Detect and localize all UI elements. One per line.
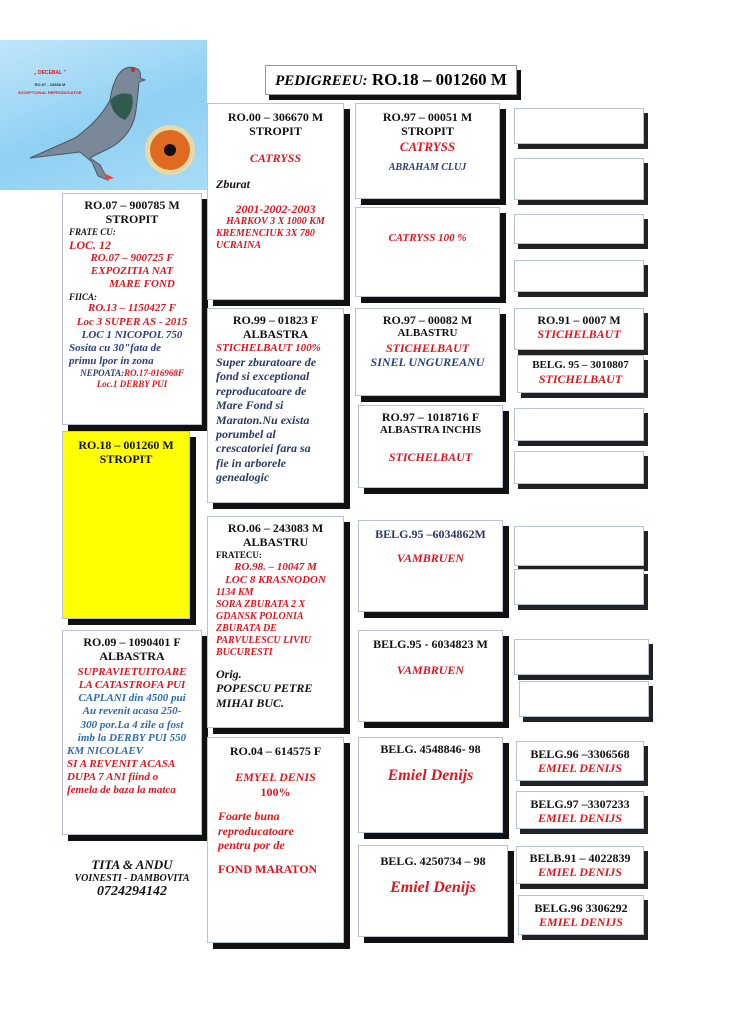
sire-frate-label: FRATE CU: xyxy=(69,226,116,237)
gen3-ring: BELG.95 –6034862M xyxy=(375,527,486,541)
gen4-card-1 xyxy=(514,158,644,200)
dd-text1: Foarte buna xyxy=(218,809,280,824)
gen3-card-5 xyxy=(358,630,503,722)
sire-sibling: RO.07 – 900725 F xyxy=(90,251,174,264)
ds-orig2: MIHAI BUC. xyxy=(216,695,285,710)
photo-caption: EXCEPTIONAL REPRODUCATOR xyxy=(18,90,82,95)
gen3-breeder: ABRAHAM CLUJ xyxy=(388,162,467,174)
gen3-card-7 xyxy=(358,845,508,937)
gen4-card-6 xyxy=(514,408,644,441)
gen3-color: STROPIT xyxy=(401,124,454,139)
sd-text3: reproducatoare de xyxy=(216,383,307,398)
subject-card xyxy=(62,431,190,619)
dam-ring: RO.09 – 1090401 F xyxy=(83,635,181,649)
gen4-ring: BELG.97 –3307233 xyxy=(530,797,630,811)
pigeon-photo xyxy=(0,40,207,190)
gen3-ring: RO.97 – 00082 M xyxy=(382,313,473,327)
dam-line10: femela de baza la matca xyxy=(67,784,176,797)
sire-sire-card xyxy=(207,103,344,300)
owner-name: TITA & ANDU xyxy=(91,857,173,872)
sire-nepoata-label: NEPOATA: xyxy=(80,368,125,379)
sire-daughter-loc: Loc 3 SUPER AS - 2015 xyxy=(76,315,188,328)
pedigree-title xyxy=(265,65,517,95)
gen4-card-7 xyxy=(514,451,644,484)
ds-frate-label: FRATECU: xyxy=(216,549,262,560)
sd-text4: Mare Fond si xyxy=(216,398,284,413)
sd-color: ALBASTRA xyxy=(242,327,309,342)
dam-line9: DUPA 7 ANI fiind o xyxy=(67,771,159,784)
owner-place: VOINESTI - DAMBOVITA xyxy=(74,873,190,884)
gen4-card-12 xyxy=(516,741,644,781)
photo-name: „ DECEBAL " xyxy=(34,70,66,76)
sd-text1: Super zburatoare de xyxy=(216,354,317,369)
ds-b6: ZBURATA DE xyxy=(216,622,277,634)
ds-b4: SORA ZBURATA 2 X xyxy=(216,598,306,610)
gen4-card-5 xyxy=(517,355,644,393)
dd-text4: FOND MARATON xyxy=(218,862,318,877)
dam-card xyxy=(62,630,202,835)
gen3-color: ALBASTRA INCHIS xyxy=(379,424,482,437)
gen4-line: EMIEL DENIJS xyxy=(538,865,622,880)
gen3-line: VAMBRUEN xyxy=(396,663,465,678)
sire-nepoata: RO.17-016968F xyxy=(124,368,184,379)
gen4-card-2 xyxy=(514,214,644,244)
ss-years: 2001-2002-2003 xyxy=(235,201,316,216)
ds-orig: Orig. xyxy=(216,666,242,681)
sire-daughter: RO.13 – 1150427 F xyxy=(87,302,176,315)
subject-color: STROPIT xyxy=(99,452,153,467)
dam-line4: Au revenit acasa 250- xyxy=(82,705,182,718)
gen4-line: EMIEL DENIJS xyxy=(538,761,622,776)
gen3-line: CATRYSS xyxy=(399,138,456,154)
sire-color: STROPIT xyxy=(105,212,159,227)
ds-ring: RO.06 – 243083 M xyxy=(227,521,324,535)
sire-card xyxy=(62,193,202,425)
photo-ring: RO.97 - 16808 M xyxy=(34,82,66,87)
sire-nepoata-loc: Loc.1 DERBY PUI xyxy=(96,379,168,390)
gen3-card-0 xyxy=(355,103,500,199)
ss-race1: HARKOV 3 X 1000 KM xyxy=(226,215,325,227)
gen3-card-3 xyxy=(358,405,503,488)
gen3-line: Emiel Denijs xyxy=(390,879,476,897)
ds-color: ALBASTRU xyxy=(242,535,309,550)
dd-text3: pentru por de xyxy=(218,837,285,852)
sire-note2: primu lpor in zona xyxy=(69,355,154,368)
gen4-line: EMIEL DENIJS xyxy=(539,915,623,930)
gen4-card-8 xyxy=(514,526,644,566)
dd-ring: RO.04 – 614575 F xyxy=(229,744,322,758)
gen4-ring: BELG. 95 – 3010807 xyxy=(532,359,629,371)
gen3-breeder: SINEL UNGUREANU xyxy=(370,354,485,369)
ds-b7: PARVULESCU LIVIU xyxy=(216,634,311,646)
gen3-card-4 xyxy=(358,520,503,612)
sire-note1: Sosita cu 30"fata de xyxy=(69,341,161,354)
gen4-card-0 xyxy=(514,108,644,144)
sd-text7: crescatoriei fara sa xyxy=(216,441,311,456)
sire-daughter-loc2: LOC 1 NICOPOL 750 xyxy=(81,328,183,341)
gen3-line: VAMBRUEN xyxy=(396,551,465,566)
dam-line5: 300 por.La 4 zile a fost xyxy=(80,718,184,731)
sd-text5: Maraton.Nu exista xyxy=(216,412,310,427)
ds-orig1: POPESCU PETRE xyxy=(216,681,313,696)
gen4-line: EMIEL DENIJS xyxy=(538,811,622,826)
sd-text2: fond si exceptional xyxy=(216,369,310,384)
sire-fiica-label: FIICA: xyxy=(69,291,98,302)
sd-text6: porumbel al xyxy=(216,426,276,441)
dam-dam-card xyxy=(207,737,344,943)
dd-pct: 100% xyxy=(260,784,291,799)
gen4-ring: BELG.96 –3306568 xyxy=(530,747,630,761)
dam-line8: SI A REVENIT ACASA xyxy=(67,758,176,771)
pigeon-icon xyxy=(0,40,207,190)
ds-brother: RO.98. – 10047 M xyxy=(234,560,317,573)
gen4-line: STICHELBAUT xyxy=(538,372,623,387)
ss-zburat: Zburat xyxy=(216,177,251,192)
gen3-ring: RO.97 – 00051 M xyxy=(382,110,473,124)
sd-ring: RO.99 – 01823 F xyxy=(232,313,319,327)
gen4-card-10 xyxy=(514,639,649,675)
sd-text8: fie in arborele xyxy=(216,455,286,470)
ss-color: STROPIT xyxy=(249,124,302,139)
dam-line3: CAPLANI din 4500 pui xyxy=(78,692,186,705)
dam-color: ALBASTRA xyxy=(99,649,165,664)
gen3-card-1 xyxy=(355,207,500,297)
gen3-line: Emiel Denijs xyxy=(387,767,474,785)
ds-b2: LOC 8 KRASNODON xyxy=(225,573,326,586)
owner-info xyxy=(62,857,202,900)
ss-race3: UCRAINA xyxy=(216,239,262,251)
gen3-ring: BELG. 4548846- 98 xyxy=(380,742,481,756)
subject-ring: RO.18 – 001260 M xyxy=(78,438,174,452)
owner-phone: 0724294142 xyxy=(97,884,167,899)
sire-ring: RO.07 – 900785 M xyxy=(84,198,180,212)
gen4-line: STICHELBAUT xyxy=(537,327,621,342)
dd-text2: reproducatoare xyxy=(218,823,294,838)
gen3-color: ALBASTRU xyxy=(397,327,458,340)
title-ring: RO.18 – 001260 M xyxy=(371,70,507,89)
dam-line7: KM NICOLAEV xyxy=(67,744,144,757)
gen4-card-15 xyxy=(518,895,644,935)
gen4-card-9 xyxy=(514,569,644,605)
gen3-card-6 xyxy=(358,737,503,833)
ss-race2: KREMENCIUK 3X 780 xyxy=(216,227,315,239)
gen3-ring: BELG. 4250734 – 98 xyxy=(380,854,486,868)
ss-line: CATRYSS xyxy=(249,150,302,165)
dam-line6: imb la DERBY PUI 550 xyxy=(77,731,187,744)
sire-dam-card xyxy=(207,308,344,503)
gen3-ring: RO.97 – 1018716 F xyxy=(381,410,480,424)
ds-b8: BUCURESTI xyxy=(216,646,273,658)
sd-text9: genealogic xyxy=(216,470,270,485)
gen4-card-14 xyxy=(516,846,644,884)
dam-line2: LA CATASTROFA PUI xyxy=(78,678,186,691)
sd-line: STICHELBAUT 100% xyxy=(216,341,321,354)
gen4-card-4 xyxy=(514,308,644,350)
title-label: PEDIGREEU: xyxy=(275,73,368,89)
sire-expo2: MARE FOND xyxy=(109,278,175,291)
sire-expo1: EXPOZITIA NAT xyxy=(90,265,174,278)
dam-sire-card xyxy=(207,516,344,728)
dam-line1: SUPRAVIETUITOARE xyxy=(77,665,187,678)
dd-line: EMYEL DENIS xyxy=(235,770,316,785)
sire-loc: LOC. 12 xyxy=(69,237,111,252)
ds-b3: 1134 KM xyxy=(216,586,254,598)
gen3-card-2 xyxy=(355,308,500,396)
gen3-line: STICHELBAUT xyxy=(385,340,470,355)
ss-ring: RO.00 – 306670 M xyxy=(227,110,324,124)
ds-b5: GDANSK POLONIA xyxy=(216,610,304,622)
gen4-card-13 xyxy=(516,791,644,829)
gen4-card-11 xyxy=(519,681,649,717)
gen3-line: CATRYSS 100 % xyxy=(388,232,467,244)
gen4-card-3 xyxy=(514,260,644,292)
gen3-line: STICHELBAUT xyxy=(388,449,473,464)
gen3-ring: BELG.95 - 6034823 M xyxy=(373,637,488,651)
gen4-ring: RO.91 – 0007 M xyxy=(537,313,621,327)
gen4-ring: BELB.91 – 4022839 xyxy=(529,851,631,865)
gen4-ring: BELG.96 3306292 xyxy=(534,901,628,915)
